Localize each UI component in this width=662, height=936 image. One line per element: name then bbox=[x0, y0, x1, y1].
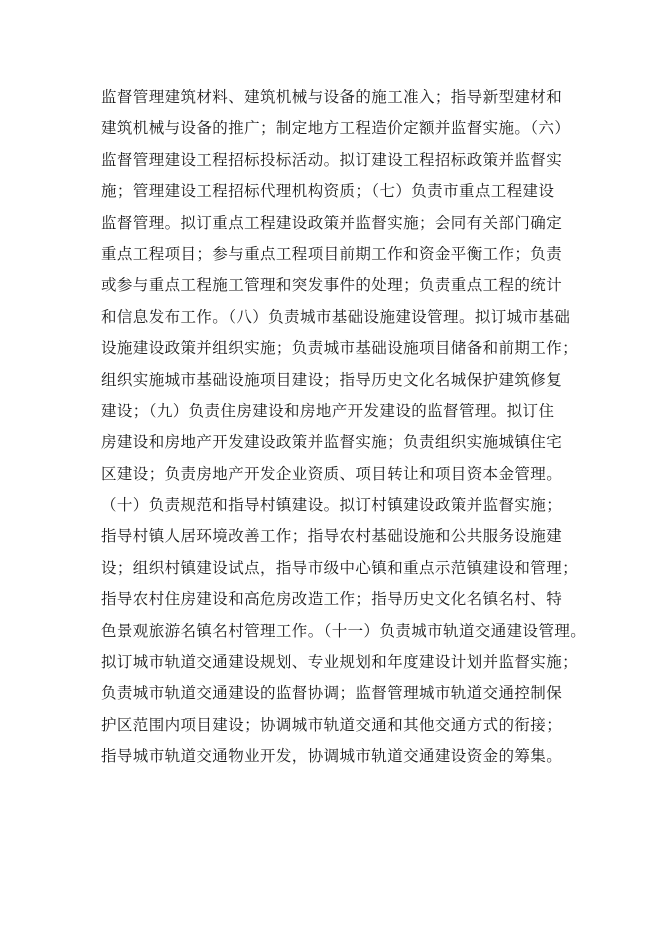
text-line: 设；组织村镇建设试点，指导市级中心镇和重点示范镇建设和管理； bbox=[101, 558, 579, 577]
text-line: 监督管理。拟订重点工程建设政策并监督实施；会同有关部门确定 bbox=[101, 213, 563, 232]
text-line: 负责城市轨道交通建设的监督协调；监督管理城市轨道交通控制保 bbox=[101, 684, 563, 703]
text-line: 监督管理建设工程招标投标活动。拟订建设工程招标政策并监督实 bbox=[101, 150, 563, 169]
text-line: 色景观旅游名镇名村管理工作。（十一）负责城市轨道交通建设管理。 bbox=[101, 621, 587, 640]
text-line: 指导农村住房建设和高危房改造工作；指导历史文化名镇名村、特 bbox=[101, 590, 563, 609]
text-line: 或参与重点工程施工管理和突发事件的处理；负责重点工程的统计 bbox=[101, 276, 563, 295]
text-line: 重点工程项目；参与重点工程项目前期工作和资金平衡工作；负责 bbox=[101, 244, 563, 263]
text-line: 护区范围内项目建设；协调城市轨道交通和其他交通方式的衔接； bbox=[101, 715, 563, 734]
body-text bbox=[101, 82, 587, 773]
text-line: 监督管理建筑材料、建筑机械与设备的施工准入；指导新型建材和 bbox=[101, 88, 563, 106]
text-line: 指导村镇人居环境改善工作；指导农村基础设施和公共服务设施建 bbox=[101, 527, 563, 546]
text-line: 和信息发布工作。（八）负责城市基础设施建设管理。拟订城市基础 bbox=[101, 307, 571, 326]
text-line: 房建设和房地产开发建设政策并监督实施；负责组织实施城镇住宅 bbox=[101, 433, 563, 452]
text-line: （十）负责规范和指导村镇建设。拟订村镇建设政策并监督实施； bbox=[101, 496, 563, 515]
text-line: 指导城市轨道交通物业开发，协调城市轨道交通建设资金的筹集。 bbox=[101, 747, 563, 766]
text-line: 拟订城市轨道交通建设规划、专业规划和年度建设计划并监督实施； bbox=[101, 653, 579, 672]
text-line: 组织实施城市基础设施项目建设；指导历史文化名城保护建筑修复 bbox=[101, 370, 563, 389]
text-line: 施；管理建设工程招标代理机构资质；（七）负责市重点工程建设 bbox=[101, 182, 555, 201]
text-line: 区建设；负责房地产开发企业资质、项目转让和项目资本金管理。 bbox=[101, 464, 563, 483]
text-line: 设施建设政策并组织实施；负责城市基础设施项目储备和前期工作； bbox=[101, 339, 579, 358]
text-line: 建筑机械与设备的推广；制定地方工程造价定额并监督实施。（六） bbox=[101, 119, 571, 138]
text-line: 建设；（九）负责住房建设和房地产开发建设的监督管理。拟订住 bbox=[101, 401, 555, 420]
